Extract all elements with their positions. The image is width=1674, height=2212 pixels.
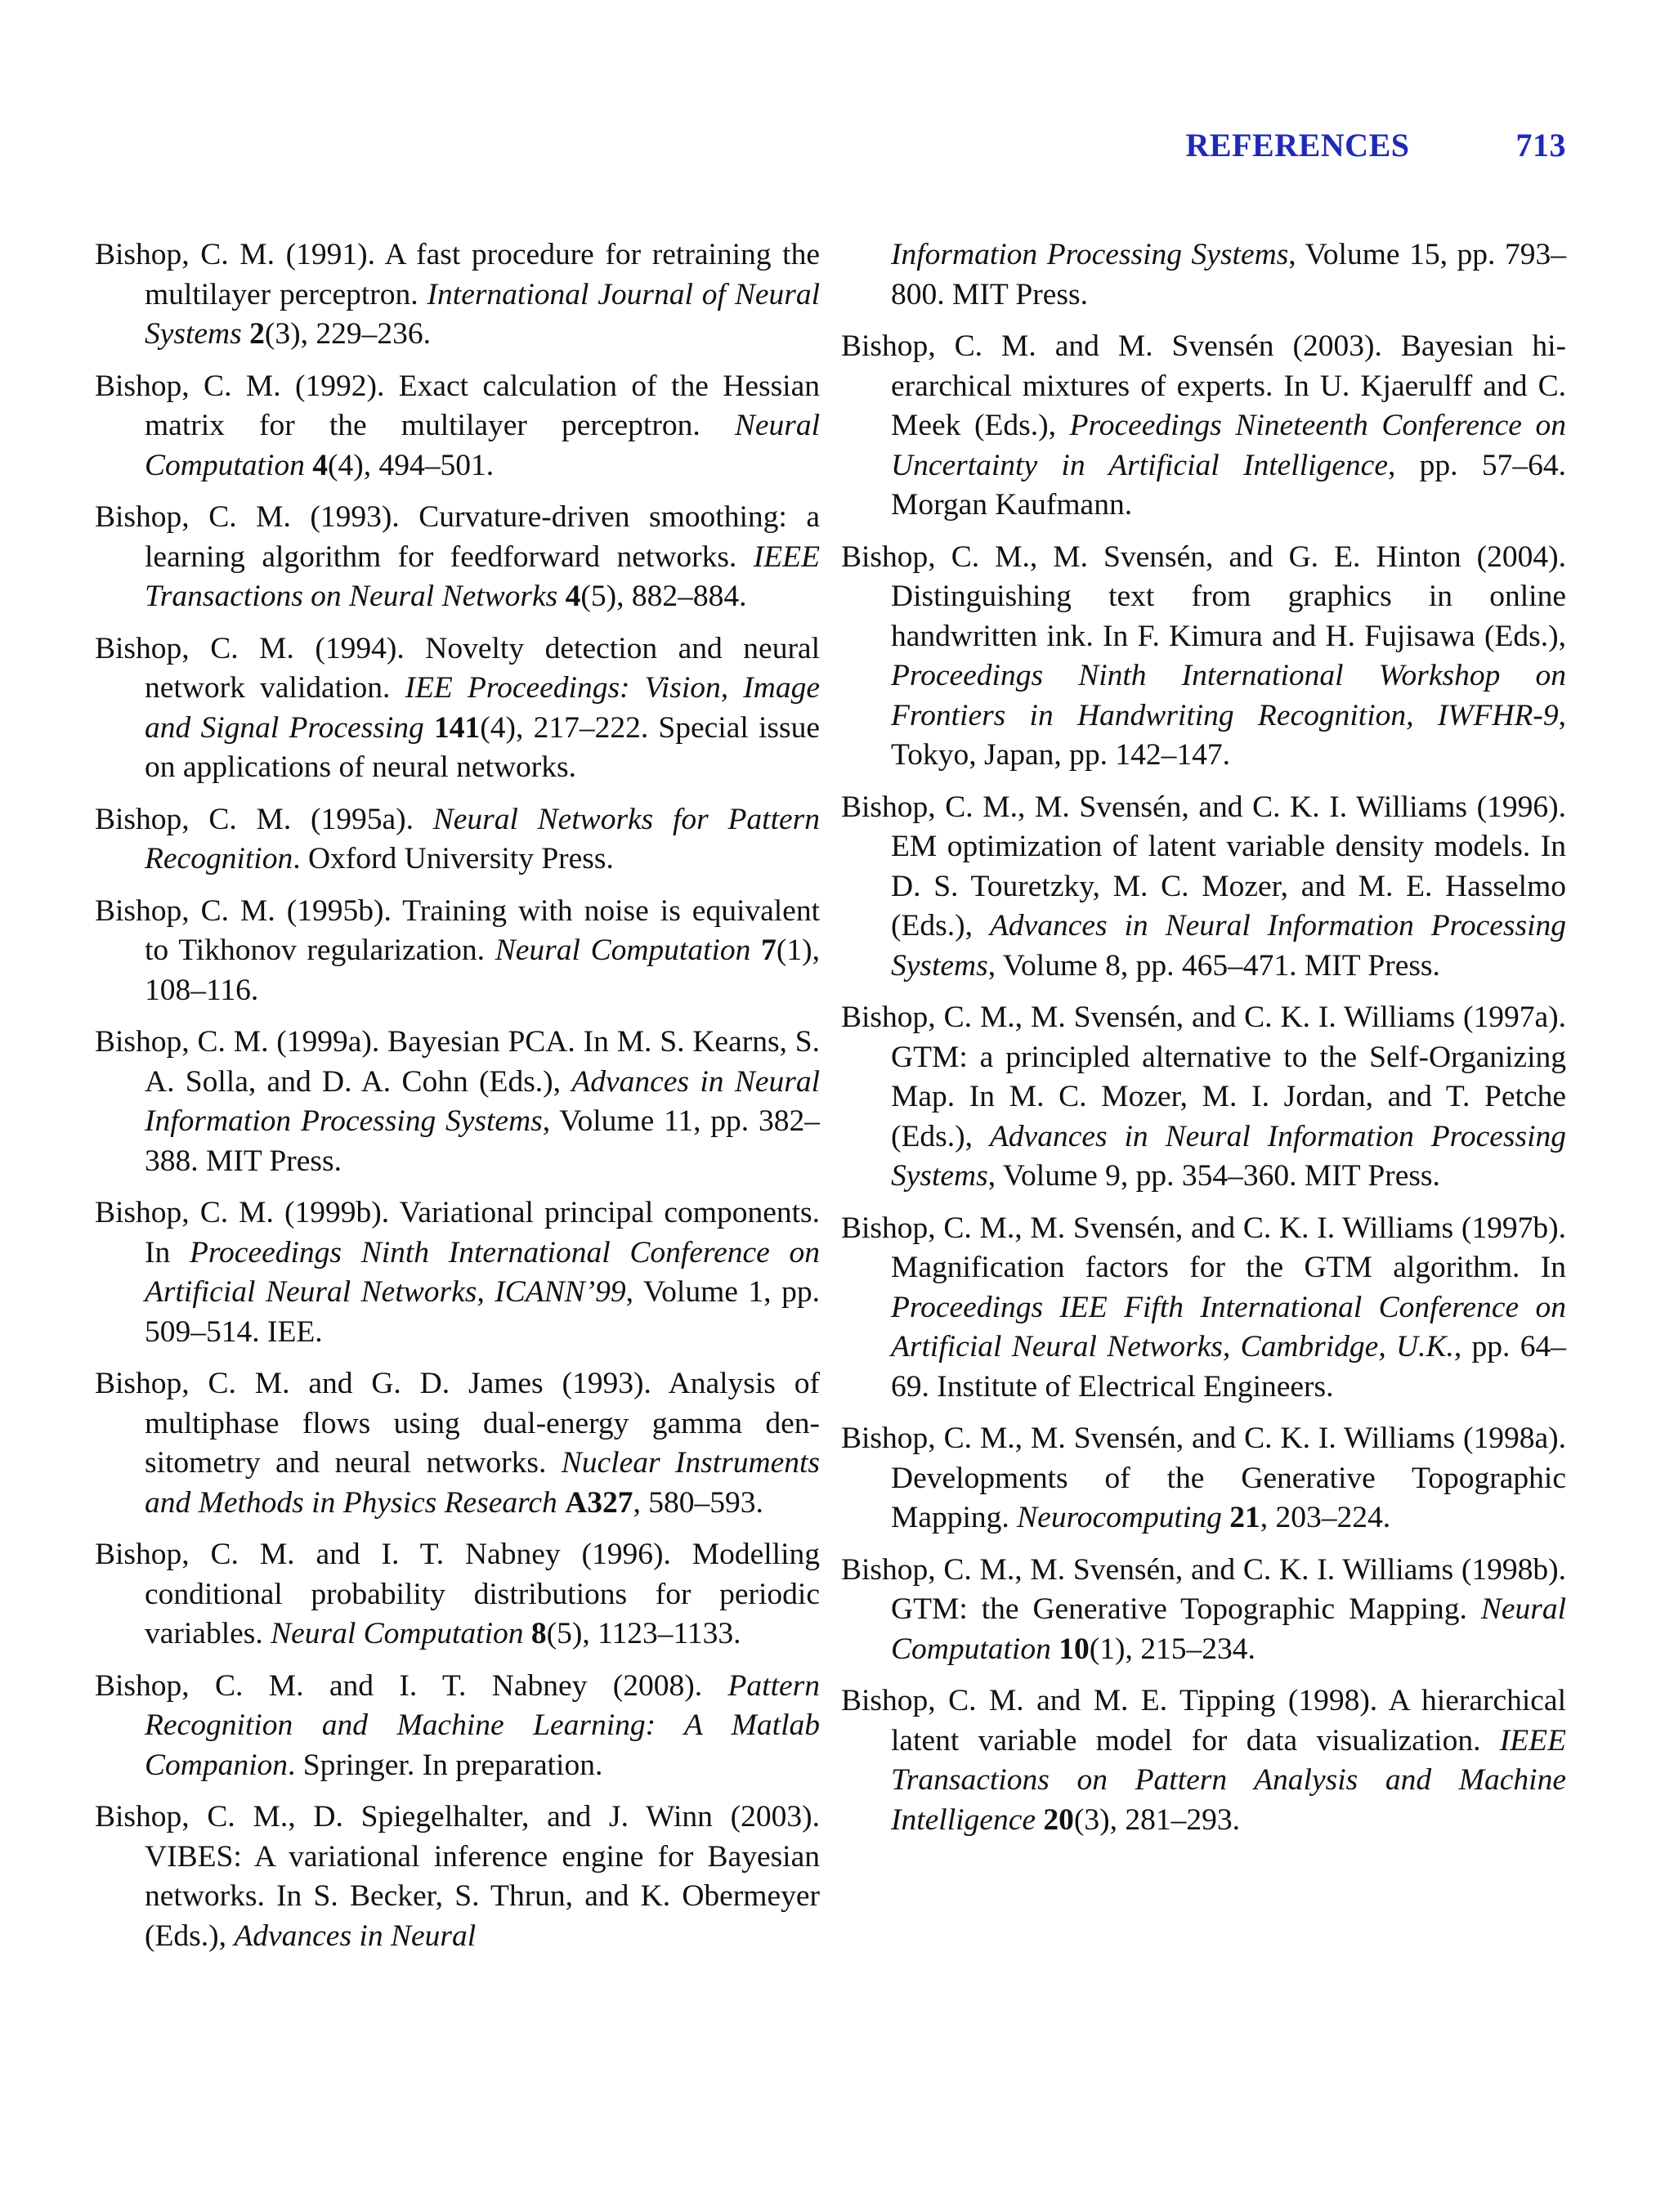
reference-entry: Bishop, C. M., M. Svensén, and G. E. Hinton (2004). Distinguishing text from graphics in online handwritten ink. In F. Kimura and H. Fujisawa (Eds.), Proceedings Ninth International Workshop on Frontiers in Handwriting Recognition, IWFHR-9, Tokyo, Japan, pp. 142–147. <box>841 540 1566 772</box>
reference-entry: Bishop, C. M. (1999b). Variational principal components. In Proceedings Ninth International Conference on Artificial Neural Networks, ICANN’99, Volume 1, pp. 509–514. IEE. <box>95 1196 820 1349</box>
reference-entry: Bishop, C. M., D. Spiegelhalter, and J. Winn (2003). VIBES: A variational inference engine for Bayesian networks. In S. Becker, S. Thrun, and K. Obermeyer (Eds.), Advances in Neural <box>95 1800 820 1953</box>
reference-entry: Bishop, C. M. and I. T. Nabney (1996). Modelling conditional probability distributions for periodic variables. Neural Computation 8(5), 1123–1133. <box>95 1538 820 1650</box>
right-column <box>841 235 1566 1852</box>
reference-entry: Bishop, C. M. and M. E. Tipping (1998). A hierarchical latent variable model for data visualization. IEEE Transactions on Pattern Analysis and Machine Intelligence 20(3), 281–293. <box>841 1684 1566 1837</box>
reference-entry: Bishop, C. M., M. Svensén, and C. K. I. Williams (1997b). Magnification factors for the GTM algorithm. In Proceedings IEE Fifth International Conference on Artificial Neural Networks, Cambridge, U.K., pp. 64–69. Institute of Electrical Engineers. <box>841 1211 1566 1404</box>
reference-entry: Bishop, C. M. (1994). Novelty detection and neural network validation. IEE Proceedings: Vision, Image and Signal Processing 141(4), 217–222. Special issue on applications of neural networks. <box>95 631 820 784</box>
reference-entry: Bishop, C. M. and M. Svensén (2003). Bayesian hierarchical mixtures of experts. In U. Kjaerulff and C. Meek (Eds.), Proceedings Nineteenth Conference on Uncertainty in Artificial Intelligence, pp. 57–64. Morgan Kaufmann. <box>841 329 1567 522</box>
reference-entry: Bishop, C. M. (1992). Exact calculation of the Hessian matrix for the multilayer perceptron. Neural Computation 4(4), 494–501. <box>95 369 820 482</box>
reference-entry: Bishop, C. M. (1999a). Bayesian PCA. In M. S. Kearns, S. A. Solla, and D. A. Cohn (Eds.), Advances in Neural Information Processing Systems, Volume 11, pp. 382–388. MIT Press. <box>95 1025 820 1178</box>
left-column <box>95 235 820 1968</box>
page-number: 713 <box>1515 127 1566 163</box>
reference-entry: Bishop, C. M., M. Svensén, and C. K. I. Williams (1998a). Developments of the Generative Topographic Mapping. Neurocomputing 21, 203–224. <box>841 1422 1566 1534</box>
reference-entry: Bishop, C. M. (1995a). Neural Networks for Pattern Recognition. Oxford University Press. <box>95 802 820 875</box>
reference-entry: Bishop, C. M. and G. D. James (1993). Analysis of multiphase flows using dual-energy gamma densitometry and neural networks. Nuclear Instruments and Methods in Physics Research A327, 580–593. <box>95 1367 820 1520</box>
running-head <box>1186 129 1566 162</box>
reference-entry: Bishop, C. M., M. Svensén, and C. K. I. Williams (1997a). GTM: a principled alternative to the Self-Organizing Map. In M. C. Mozer, M. I. Jordan, and T. Petche (Eds.), Advances in Neural Information Processing Systems, Volume 9, pp. 354–360. MIT Press. <box>841 1001 1566 1193</box>
section-title: REFERENCES <box>1185 127 1410 163</box>
reference-entry: Bishop, C. M., M. Svensén, and C. K. I. Williams (1998b). GTM: the Generative Topographic Mapping. Neural Computation 10(1), 215–234. <box>841 1552 1566 1666</box>
reference-entry: Bishop, C. M. and I. T. Nabney (2008). Pattern Recognition and Machine Learning: A Matlab Companion. Springer. In preparation. <box>95 1668 820 1782</box>
reference-entry: Bishop, C. M. (1993). Curvature-driven smoothing: a learning algorithm for feedforward networks. IEEE Transactions on Neural Networks 4(5), 882–884. <box>95 500 820 613</box>
reference-entry: Bishop, C. M. (1991). A fast procedure for retraining the multilayer perceptron. International Journal of Neural Systems 2(3), 229–236. <box>95 238 820 351</box>
reference-entry: Bishop, C. M. (1995b). Training with noise is equivalent to Tikhonov regularization. Neural Computation 7(1), 108–116. <box>95 893 820 1007</box>
reference-entry: Bishop, C. M., M. Svensén, and C. K. I. Williams (1996). EM optimization of latent variable density models. In D. S. Touretzky, M. C. Mozer, and M. E. Hasselmo (Eds.), Advances in Neural Information Processing Systems, Volume 8, pp. 465–471. MIT Press. <box>841 790 1566 983</box>
reference-entry: Information Processing Systems, Volume 15, pp. 793–800. MIT Press. <box>891 238 1566 311</box>
